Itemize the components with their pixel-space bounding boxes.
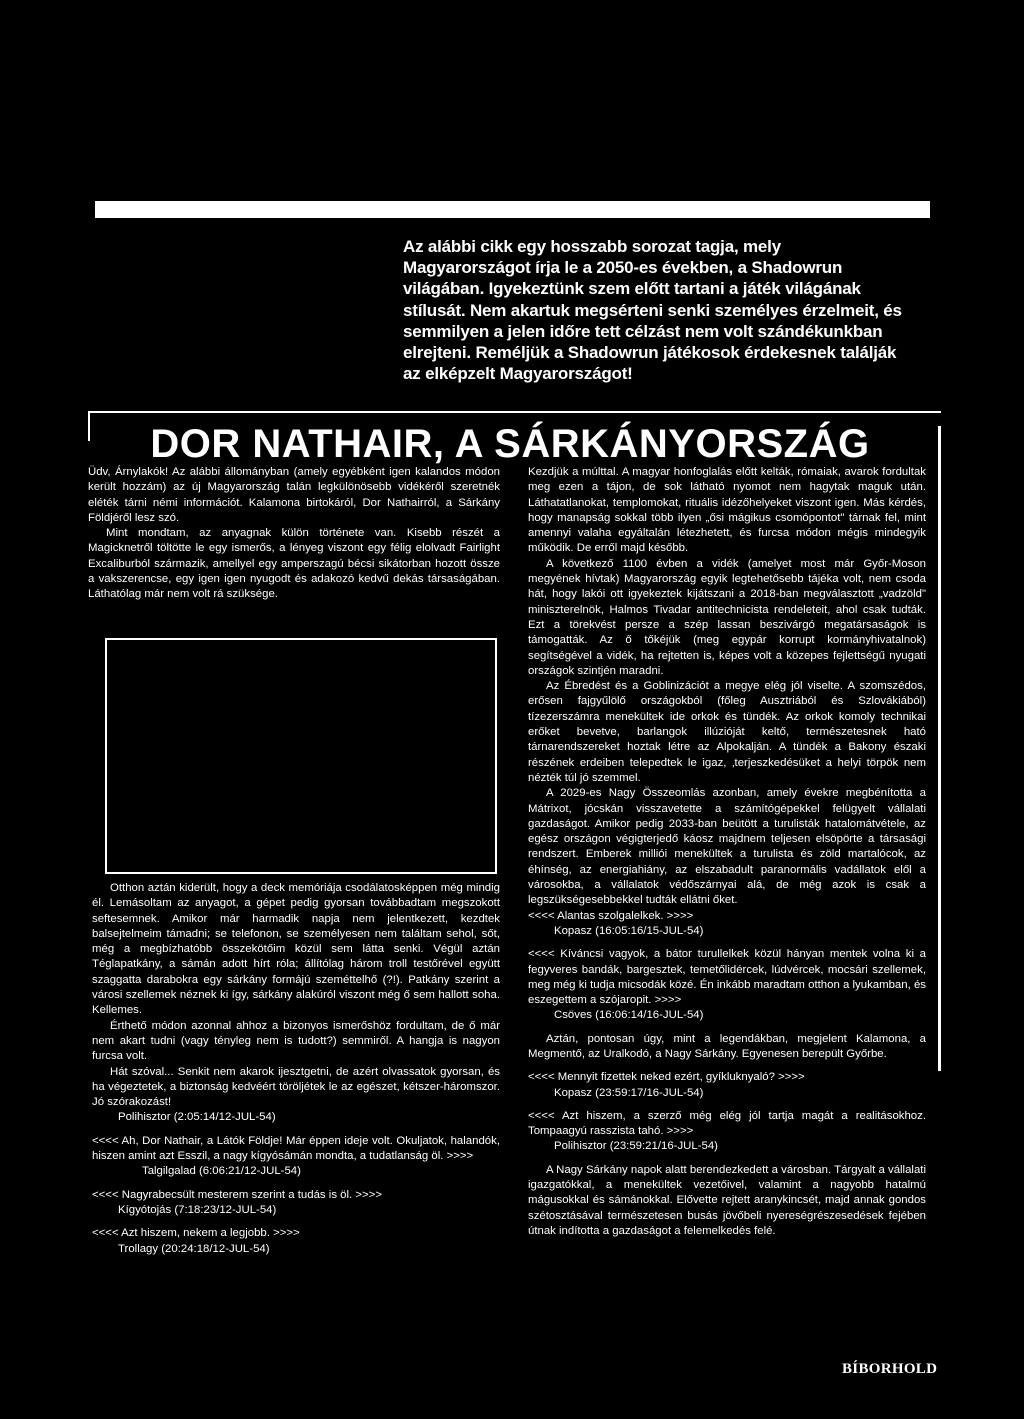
comment-quote: <<<< Alantas szolgalelkek. >>>> (528, 909, 694, 922)
signature: Polihisztor (2:05:14/12-JUL-54) (118, 1111, 276, 1124)
paragraph: A Nagy Sárkány napok alatt berendezkedett a városban. Tárgyalt a vállalati igazgatókkal, a menekültek vezetőivel, valamint a nagyobb hatalmú mágusokkal és sámánokkal. Elővette rejtett aranykincsét, majd annak gondos szétosztásával természetesen busás jövőbeli nyereségrészesedések fejében útnak indította a gazdaságot a felemelkedés felé. (528, 1163, 926, 1237)
intro-box (403, 236, 913, 384)
paragraph: Mint mondtam, az anyagnak külön története van. Kisebb részét a Magicknetről töltötte le egy ismerős, a lényeg viszont egy félig elolvadt Fairlight Excaliburból származik, amellyel egy amperszagú bécsi sikátorban hozott össze a vakszerencse, egy igen igen nyugodt és adakozó kedvű dekás társaságában. Láthatólag már nem volt rá szüksége. (88, 527, 500, 601)
signature: Kígyótojás (7:18:23/12-JUL-54) (118, 1203, 277, 1216)
paragraph: Az Ébredést és a Goblinizációt a megye elég jól viselte. A szomszédos, erősen fajgyűlölő országokból (főleg Ausztriából és Szlovákiából) tízezerszámra menekültek ide orkok és tündék. Az orkok komoly technikai erőket bevetve, barlangok illúzióját keltő, természetesnek ható tárnarendszereket hoztak létre az Alpokalján. A tündék a Bakony északi részének erdeiben telepedtek le igaz, ‚terjeszkedésüket a helyi törpök nem nézték túl jó szemmel. (528, 680, 926, 784)
comment-quote: <<<< Mennyit fizettek neked ezért, gyíkluknyaló? >>>> (528, 1071, 805, 1084)
comment-quote: <<<< Kíváncsi vagyok, a bátor turullelkek közül hányan mentek volna ki a fegyveres bandák, bargesztek, temetőlidércek, lúdvércek, mocsári szellemek, meg még ki tudja micsodák közé. Én inkább maradtam otthon a lyukamban, és eszegettem a szójaropit. >>>> (528, 948, 926, 1007)
paragraph: Kezdjük a múlttal. A magyar honfoglalás előtt kelták, rómaiak, avarok fordultak meg ezen a tájon, de sok látható nyomot nem hagytak maguk után. Láthatatlanokat, templomokat, rituális idézőhelyeket viszont igen. Más kérdés, hogy manapság sokkal több ilyen „ősi mágikus csomópontot" tárnak fel, mint amennyi valaha egyáltalán létezhetett, és furcsa módon mégis mindegyik működik. De erről majd később. (528, 466, 926, 555)
column-right (528, 465, 926, 1239)
comment-quote: <<<< Ah, Dor Nathair, a Látók Földje! Már éppen ideje volt. Okuljatok, halandók, hiszen amint azt Esszil, a nagy kígyósámán mondta, a tudatlanság öl. >>>> (92, 1134, 500, 1163)
column-left-bottom (92, 881, 500, 1257)
paragraph: Otthon aztán kiderült, hogy a deck memóriája csodálatosképpen még mindig él. Lemásoltam az anyagot, a gépet pedig gyorsan továbbadtam megszokott seftesemnek. Amikor már harmadik napja nem jelentkezett, kezdtek balsejtelmeim támadni; se telefonon, se személyesen nem találtam sehol, sőt, még a megbízhatóbb összekötőim közül sem látta senki. Végül aztán Téglapatkány, a sámán adott hírt róla; állítólag három troll testőrével együtt szaggatta darabokra egy sárkány formájú szeméttelhő (?!). Patkány szerint a városi szellemek néznek ki így, sárkány alakúról viszont még ő sem hallott soha. Kellemes. (92, 882, 500, 1017)
paragraph: Hát szóval... Senkit nem akarok ijesztgetni, de azért olvassatok gyorsan, és ha végeztetek, a biztonság kedvéért töröljétek le az egészet, kétszer-háromszor. Jó szórakozást! (92, 1065, 500, 1109)
paragraph: Aztán, pontosan úgy, mint a legendákban, megjelent Kalamona, a Megmentő, az Uralkodó, a Nagy Sárkány. Egyenesen berepült Győrbe. (528, 1032, 926, 1060)
rule-right-column (938, 426, 941, 1071)
intro-text: Az alábbi cikk egy hosszabb sorozat tagja, mely Magyarországot írja le a 2050-es években, a Shadowrun világában. Igyekeztünk szem előtt tartani a játék világának stílusát. Nem akartuk megsérteni senki személyes érzelmeit, és semmilyen a jelen időre tett célzást nem volt szándékunkban elrejteni. Reméljük a Shadowrun játékosok érdekesnek találják az elképzelt Magyarországot! (403, 237, 902, 384)
paragraph: Üdv, Árnylakók! Az alábbi állományban (amely egyébként igen kalandos módon került hozzám) az új Magyarország talán legkülönösebb vidékéről szeretnék eléték tárni némi információt. Kalamona birtokáról, Dor Nathairról, a Sárkány Földjéről lesz szó. (88, 466, 500, 524)
signature: Kopasz (23:59:17/16-JUL-54) (554, 1086, 704, 1099)
paragraph: A 2029-es Nagy Összeomlás azonban, amely évekre megbénította a Mátrixot, jócskán visszavetette a számítógépekkel felügyelt vállalati gazdaságot. Amikor pedig 2033-ban beütött a turulisták hatalomátvétele, az egész országon végigterjedő káosz majdnem teljesen elsöpörte a társasági rendszert. Emberek milliói menekültek a turulista és zöld martalócok, az éhínség, az energiahiány, az elszabadult paranormális vadállatok elől a városokba, a vállalatok védőszárnyai alá, de még azok is csak a legszükségesebbekkel tudták ellátni őket. (528, 787, 926, 907)
signature: Trollagy (20:24:18/12-JUL-54) (118, 1242, 270, 1255)
comment-quote: <<<< Azt hiszem, nekem a legjobb. >>>> (92, 1227, 300, 1240)
title-rule (88, 411, 941, 413)
top-white-bar (95, 201, 930, 218)
paragraph: A következő 1100 évben a vidék (amelyet most már Győr-Moson megyének hívtak) Magyarország egyik legtehetősebb tájéka volt, nem csoda hát, hogy lakói ott igyekeztek kijátszani a 2018-ban megválasztott „vadzöld" miniszterelnök, Halmos Tivadar antitechnicista rendeleteit, ahol csak tudták. Ezt a törekvést persze a szép lassan beszivárgó megatársaságok is támogatták. Az ő tőkéjük (meg egypár korrupt kormányhivatalnok) segítségével a vidék, ha rejtetten is, képes volt a közepes fejlettségű nyugati országok szintjén maradni. (528, 557, 926, 677)
signature: Polihisztor (23:59:21/16-JUL-54) (554, 1140, 718, 1153)
comment-quote: <<<< Nagyrabecsült mesterem szerint a tudás is öl. >>>> (92, 1188, 382, 1201)
rule-left-tick (88, 411, 90, 441)
article-title: DOR NATHAIR, A SÁRKÁNYORSZÁG (150, 422, 870, 466)
signature: Kopasz (16:05:16/15-JUL-54) (554, 924, 704, 937)
signature: Talgilgalad (6:06:21/12-JUL-54) (142, 1165, 301, 1178)
signature: Csöves (16:06:14/16-JUL-54) (554, 1009, 704, 1022)
publication-footer: BÍBORHOLD (842, 1361, 938, 1377)
paragraph: Érthető módon azonnal ahhoz a bizonyos ismerőshöz fordultam, de ő már nem akart tudni (vagy tényleg nem is tudott?) semmiről. A hangja is nagyon furcsa volt. (92, 1019, 500, 1063)
column-left-top (88, 465, 500, 603)
comment-quote: <<<< Azt hiszem, a szerző még elég jól tartja magát a realitásokhoz. Tompaagyú rasszista tahó. >>>> (528, 1109, 926, 1138)
image-placeholder-frame (105, 638, 497, 874)
